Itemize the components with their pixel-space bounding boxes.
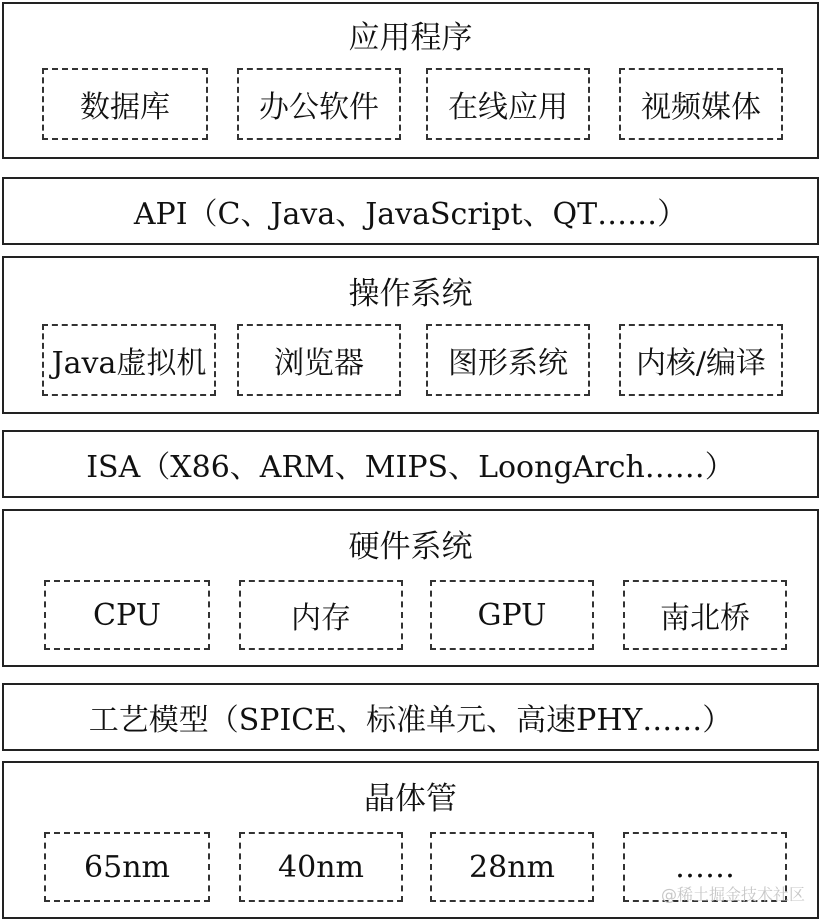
node-item-more: …… bbox=[623, 832, 787, 902]
hw-item-cpu: CPU bbox=[44, 580, 210, 650]
api-label: API（C、Java、JavaScript、QT……） bbox=[133, 197, 688, 232]
node-item-40nm: 40nm bbox=[239, 832, 403, 902]
os-item-jvm: Java虚拟机 bbox=[42, 324, 216, 396]
applications-layer bbox=[2, 2, 819, 159]
api-layer bbox=[2, 177, 819, 245]
node-item-65nm: 65nm bbox=[44, 832, 210, 902]
os-item-graphics: 图形系统 bbox=[426, 324, 590, 396]
transistor-title: 晶体管 bbox=[364, 781, 457, 817]
os-item-kernel: 内核/编译 bbox=[619, 324, 783, 396]
isa-layer bbox=[2, 430, 819, 498]
hw-item-memory: 内存 bbox=[239, 580, 403, 650]
os-layer bbox=[2, 256, 819, 414]
process-label: 工艺模型（SPICE、标准单元、高速PHY……） bbox=[88, 703, 733, 738]
hw-item-bridge: 南北桥 bbox=[623, 580, 787, 650]
hardware-title: 硬件系统 bbox=[348, 529, 473, 565]
os-title: 操作系统 bbox=[348, 276, 473, 312]
hardware-layer bbox=[2, 509, 819, 667]
node-item-28nm: 28nm bbox=[430, 832, 594, 902]
watermark: @稀土掘金技术社区 bbox=[660, 885, 805, 904]
app-item-media: 视频媒体 bbox=[619, 68, 783, 140]
process-layer bbox=[2, 683, 819, 751]
os-item-browser: 浏览器 bbox=[237, 324, 401, 396]
hw-item-gpu: GPU bbox=[430, 580, 594, 650]
applications-title: 应用程序 bbox=[348, 20, 473, 56]
app-item-office: 办公软件 bbox=[237, 68, 401, 140]
app-item-online: 在线应用 bbox=[426, 68, 590, 140]
app-item-database: 数据库 bbox=[42, 68, 208, 140]
isa-label: ISA（X86、ARM、MIPS、LoongArch……） bbox=[86, 450, 735, 485]
